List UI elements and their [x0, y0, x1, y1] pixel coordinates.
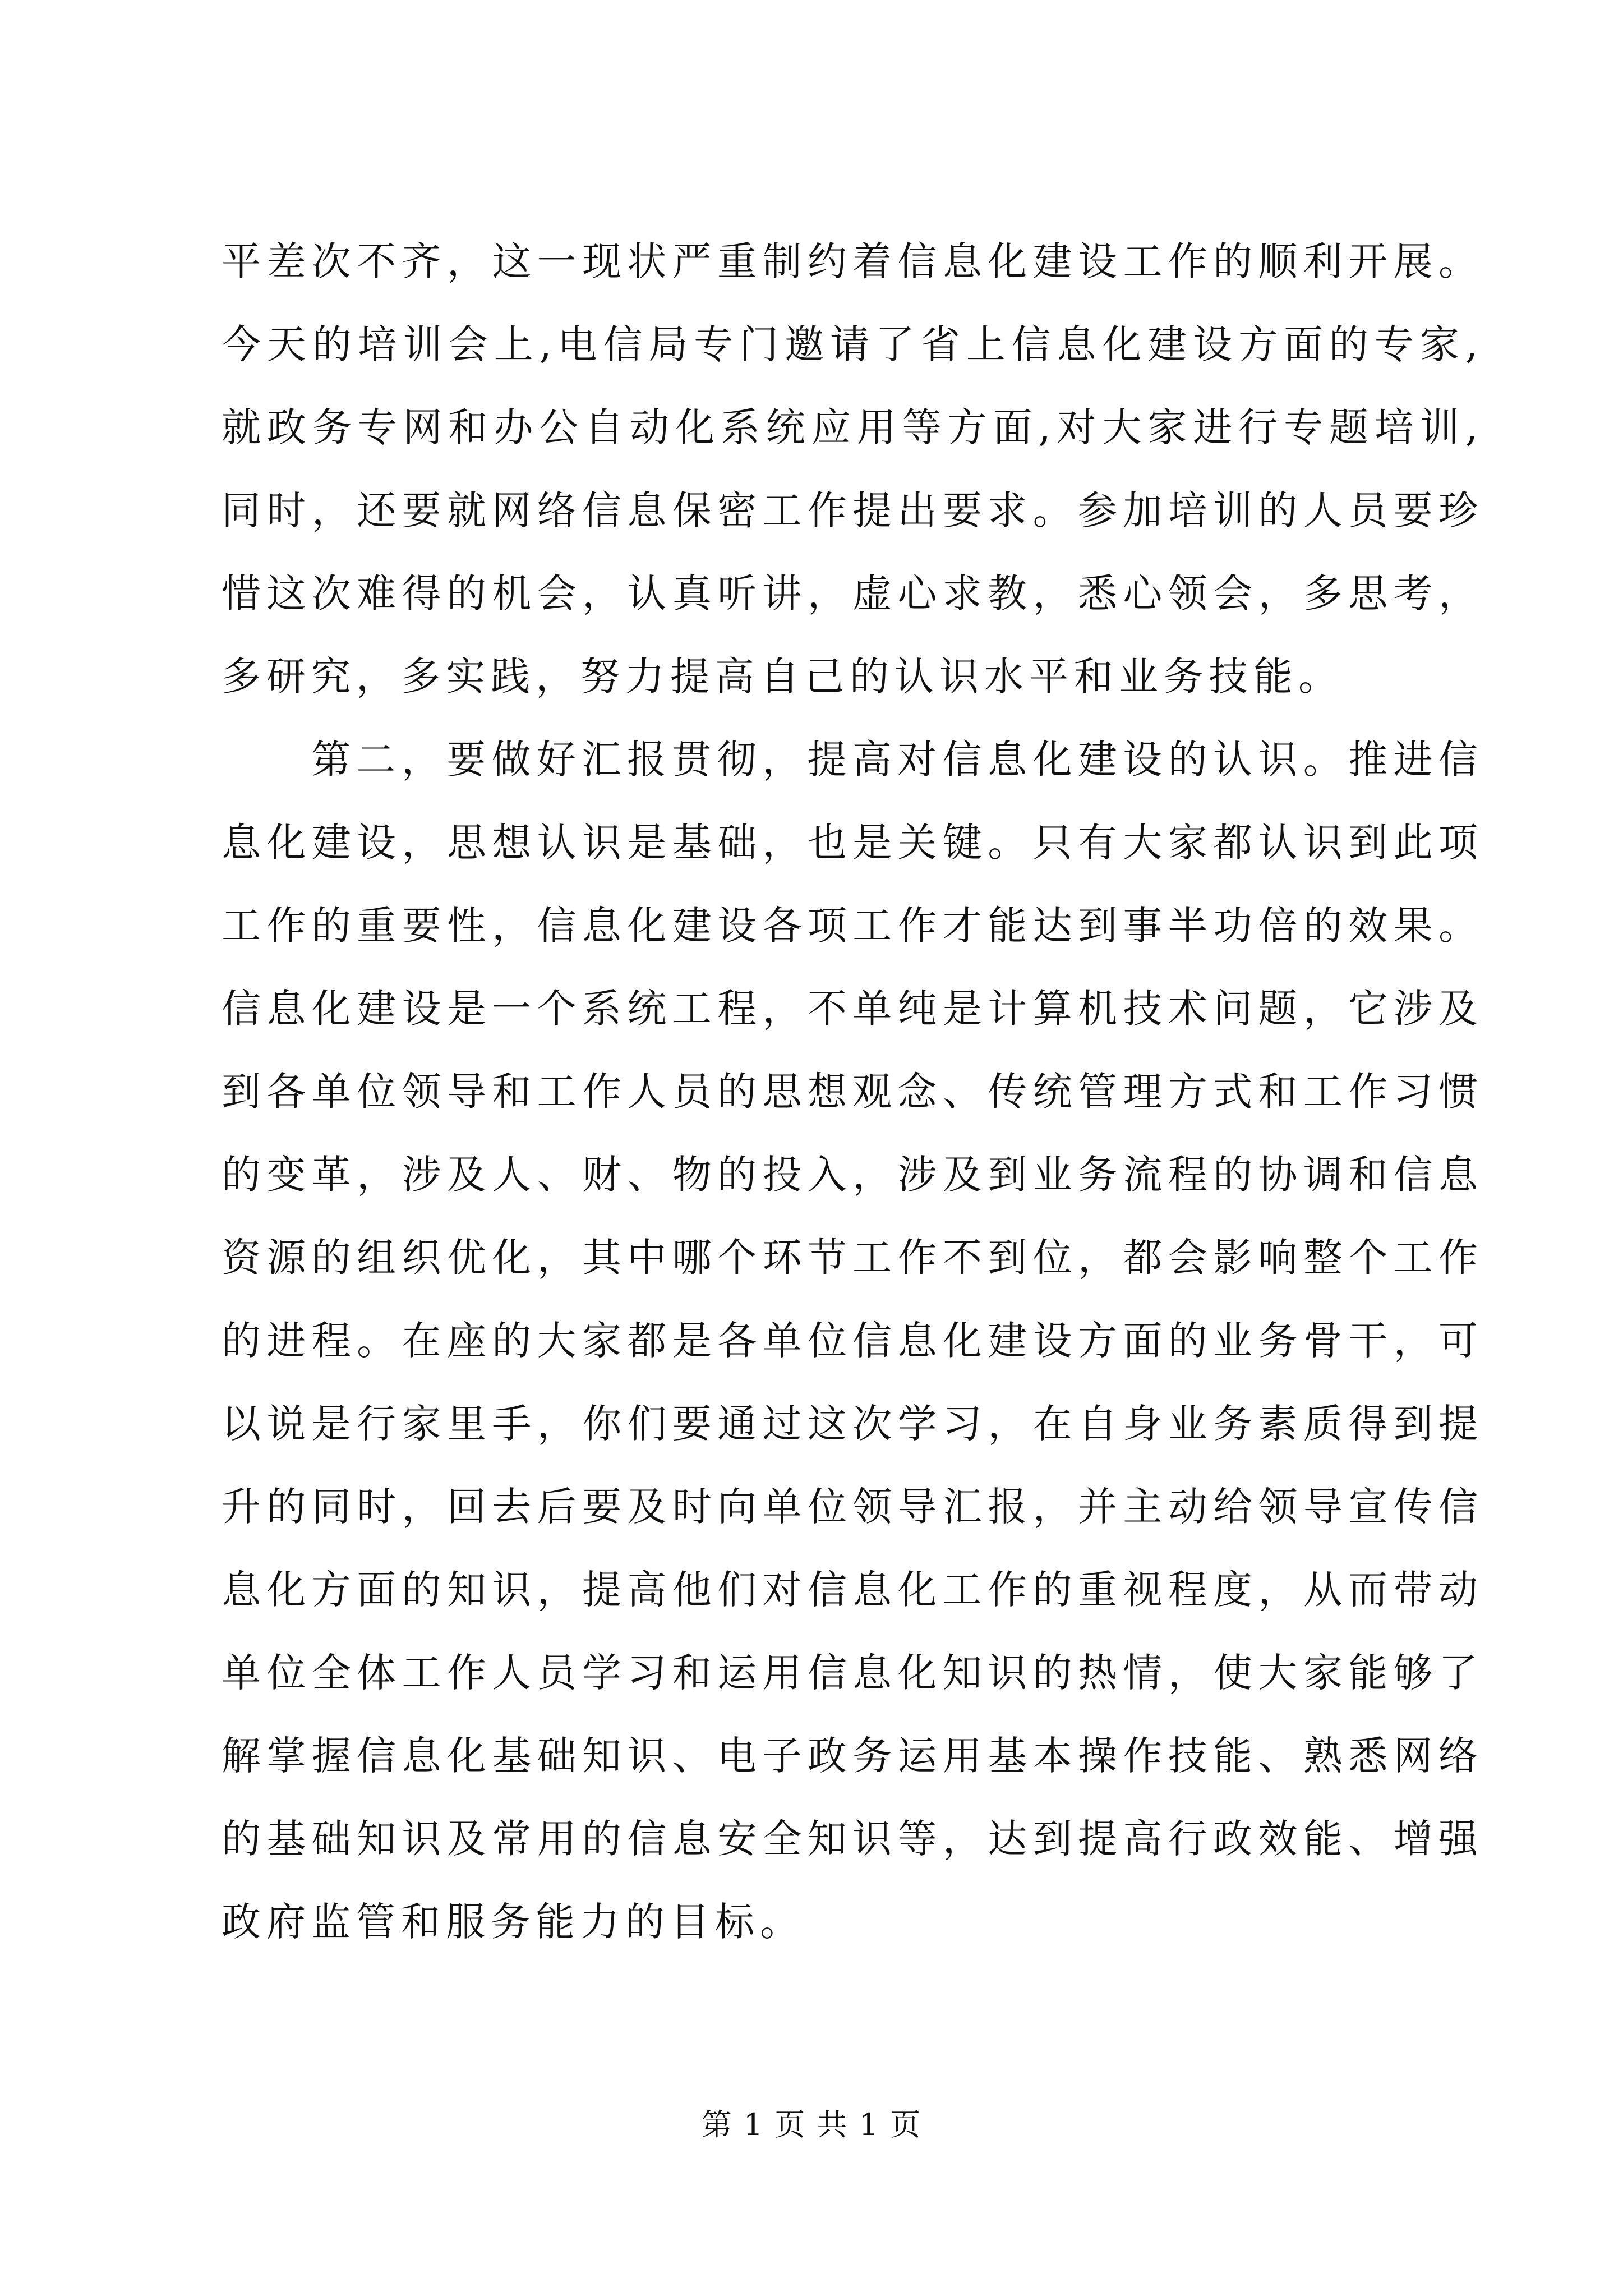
- text-line: 息化建设，思想认识是基础，也是关键。只有大家都认识到此项: [222, 820, 1478, 866]
- text-line: 的进程。在座的大家都是各单位信息化建设方面的业务骨干，可: [222, 1318, 1478, 1364]
- text-line: 单位全体工作人员学习和运用信息化知识的热情，使大家能够了: [222, 1650, 1478, 1696]
- page-number-footer: 第 1 页 共 1 页: [701, 2107, 922, 2142]
- text-line: 到各单位领导和工作人员的思想观念、传统管理方式和工作习惯: [222, 1069, 1478, 1115]
- text-line: 信息化建设是一个系统工程，不单纯是计算机技术问题，它涉及: [222, 986, 1478, 1032]
- text-line: 政府监管和服务能力的目标。: [222, 1899, 805, 1945]
- document-body: [222, 220, 1478, 1963]
- text-line: 以说是行家里手，你们要通过这次学习，在自身业务素质得到提: [222, 1401, 1478, 1447]
- text-line: 的变革，涉及人、财、物的投入，涉及到业务流程的协调和信息: [222, 1152, 1478, 1198]
- text-line: 的基础知识及常用的信息安全知识等，达到提高行政效能、增强: [222, 1816, 1478, 1862]
- text-line: 今天的培训会上,电信局专门邀请了省上信息化建设方面的专家,: [222, 321, 1478, 367]
- paragraph-first-line: 第二，要做好汇报贯彻，提高对信息化建设的认识。推进信: [311, 737, 1478, 783]
- text-line: 平差次不齐，这一现状严重制约着信息化建设工作的顺利开展。: [222, 238, 1478, 284]
- text-line: 息化方面的知识，提高他们对信息化工作的重视程度，从而带动: [222, 1567, 1478, 1613]
- text-line: 就政务专网和办公自动化系统应用等方面,对大家进行专题培训,: [222, 404, 1478, 450]
- text-line: 资源的组织优化，其中哪个环节工作不到位，都会影响整个工作: [222, 1235, 1478, 1281]
- text-line: 惜这次难得的机会，认真听讲，虚心求教，悉心领会，多思考，: [222, 570, 1478, 616]
- text-line: 同时，还要就网络信息保密工作提出要求。参加培训的人员要珍: [222, 487, 1478, 533]
- text-line: 升的同时，回去后要及时向单位领导汇报，并主动给领导宣传信: [222, 1484, 1478, 1530]
- text-line: 工作的重要性，信息化建设各项工作才能达到事半功倍的效果。: [222, 903, 1478, 949]
- text-line: 解掌握信息化基础知识、电子政务运用基本操作技能、熟悉网络: [222, 1733, 1478, 1779]
- text-line: 多研究，多实践，努力提高自己的认识水平和业务技能。: [222, 654, 1343, 700]
